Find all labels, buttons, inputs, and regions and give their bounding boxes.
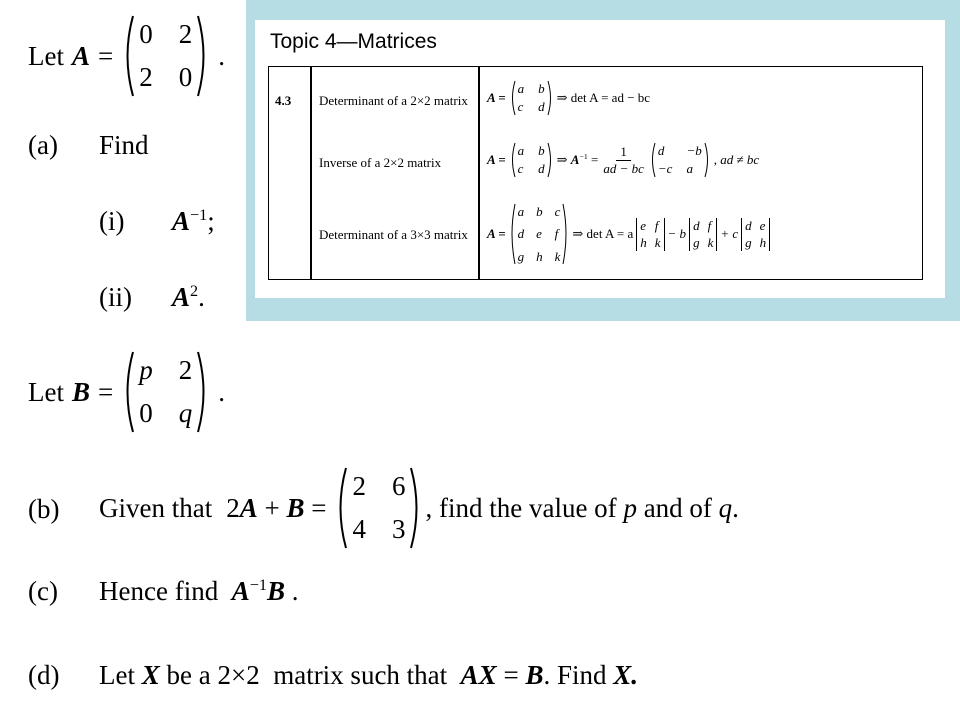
formula-det3: A = a b c d e f g h k ⇒ det A = a e f h k − b d f g k + c d e g h — [487, 203, 770, 266]
formula-table — [268, 66, 923, 280]
minor-determinant: e f h k — [636, 218, 664, 252]
topic-title: Topic 4—Matrices — [270, 30, 437, 53]
part-b-text: Given that 2A + B = 2 6 4 3 , find the value of p and of q. — [99, 466, 739, 550]
minor-determinant: d f g k — [689, 218, 717, 252]
inverse-fraction: $\frac{1}{ad - bc}$ — [603, 143, 644, 176]
table-divider — [310, 67, 312, 279]
part-a-i-label: (i) — [99, 206, 125, 236]
part-a-label: (a) — [28, 130, 58, 160]
formula-symbol: A = — [487, 90, 506, 106]
row-name-det2: Determinant of a 2×2 matrix — [319, 93, 468, 108]
table-divider — [478, 67, 480, 279]
matrix-b: p 2 0 q — [121, 350, 210, 434]
adjugate-matrix: d −b −c a — [649, 142, 711, 179]
matrix-2x2: a b c d — [509, 80, 554, 117]
part-a-text: Find — [99, 130, 149, 160]
row-name-inverse: Inverse of a 2×2 matrix — [319, 155, 442, 170]
matrix-2x2: a b c d — [509, 142, 554, 179]
part-a-ii-label: (ii) — [99, 282, 132, 312]
matrix-sum: 2 6 4 3 — [334, 466, 423, 550]
part-c-label: (c) — [28, 576, 58, 606]
minor-determinant: d e g h — [741, 218, 770, 252]
part-d-label: (d) — [28, 660, 60, 690]
formula-det2 — [487, 80, 650, 117]
formula-tail: ⇒ det A = ad − bc — [556, 90, 651, 106]
section-number: 4.3 — [275, 93, 292, 108]
part-d-text: Let X be a 2×2 matrix such that AX = B. Find X. — [99, 660, 638, 690]
formula-inverse: A = a b c d ⇒ $A^{-1}$ = $\frac{1}{ad - bc}$ d −b −c a , ad ≠ bc — [487, 142, 759, 179]
let-a-line: Let A = 0 2 2 0 . — [28, 14, 225, 98]
matrix-3x3: a b c d e f g h k — [509, 203, 570, 266]
row-name-det3: Determinant of a 3×3 matrix — [319, 227, 468, 242]
let-b-line: Let B = p 2 0 q . — [28, 350, 225, 434]
part-a-i-expr: $A^{-1}$; — [172, 206, 215, 236]
part-a-ii-expr: $A^2$. — [172, 282, 205, 312]
part-b-label: (b) — [28, 494, 60, 524]
part-c-text: Hence find $A^{-1}B$ . — [99, 576, 299, 606]
matrix-a: 0 2 2 0 — [121, 14, 210, 98]
